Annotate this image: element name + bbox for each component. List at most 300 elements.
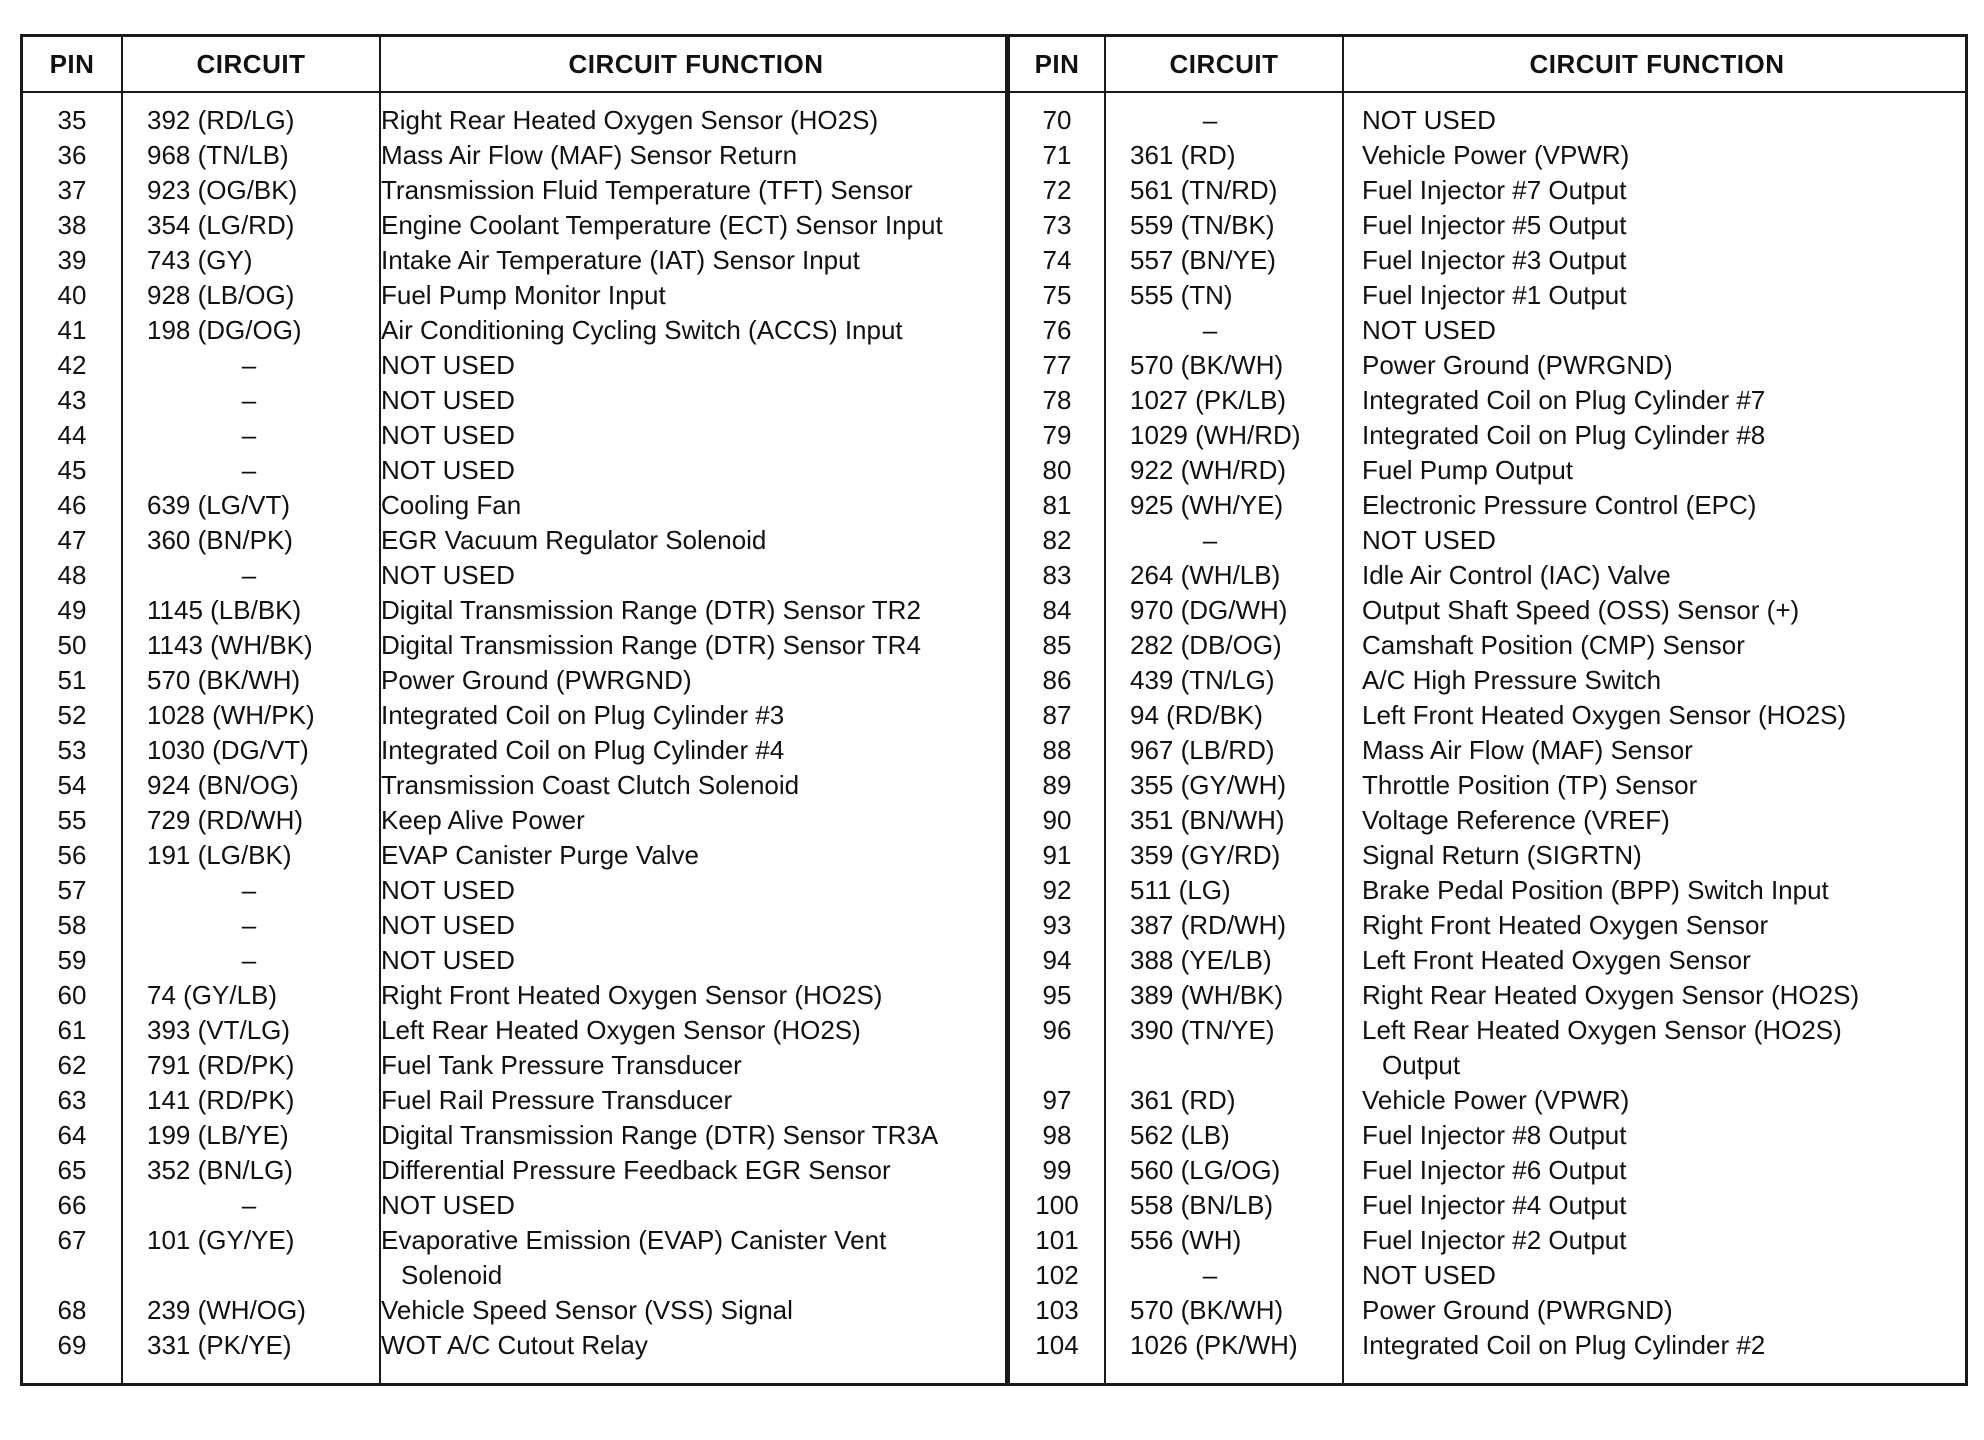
circuit-function xyxy=(1362,138,1629,173)
pin-number: 100 xyxy=(1035,1190,1079,1220)
circuit-function xyxy=(381,733,784,768)
circuit-function-text: Integrated Coil on Plug Cylinder #8 xyxy=(1362,420,1766,450)
pin-number: 89 xyxy=(1042,770,1072,800)
circuit-function xyxy=(1362,1223,1626,1258)
circuit-code: – xyxy=(1202,105,1218,135)
circuit-function-text: Throttle Position (TP) Sensor xyxy=(1362,770,1698,800)
pin-number: 54 xyxy=(57,770,87,800)
pin-number: 72 xyxy=(1042,175,1072,205)
circuit-function-text: EGR Vacuum Regulator Solenoid xyxy=(381,525,767,555)
table-row xyxy=(23,418,1005,453)
circuit-code: 389 (WH/BK) xyxy=(1130,980,1284,1010)
circuit-code: – xyxy=(241,875,257,905)
table-row xyxy=(1010,1118,1965,1153)
pin-number: 79 xyxy=(1042,420,1072,450)
pin-number: 40 xyxy=(57,280,87,310)
circuit-function-text: Left Front Heated Oxygen Sensor (HO2S) xyxy=(1362,700,1847,730)
circuit-function-text: NOT USED xyxy=(381,910,515,940)
circuit-code: 556 (WH) xyxy=(1130,1225,1242,1255)
circuit-function xyxy=(1362,1118,1626,1153)
circuit-code: 559 (TN/BK) xyxy=(1130,210,1275,240)
circuit-function xyxy=(1362,523,1496,558)
circuit-code: 331 (PK/YE) xyxy=(147,1330,292,1360)
circuit-code: 74 (GY/LB) xyxy=(147,980,278,1010)
circuit-function-text: Idle Air Control (IAC) Valve xyxy=(1362,560,1671,590)
circuit-code: 439 (TN/LG) xyxy=(1130,665,1275,695)
circuit-header: CIRCUIT xyxy=(1169,48,1279,79)
pin-number: 69 xyxy=(57,1330,87,1360)
circuit-code: 639 (LG/VT) xyxy=(147,490,291,520)
circuit-function xyxy=(381,383,515,418)
circuit-function xyxy=(381,838,699,873)
pin-number: 88 xyxy=(1042,735,1072,765)
circuit-code: 354 (LG/RD) xyxy=(147,210,295,240)
circuit-function-text: NOT USED xyxy=(381,945,515,975)
pin-number: 74 xyxy=(1042,245,1072,275)
pin-number: 90 xyxy=(1042,805,1072,835)
circuit-function xyxy=(381,208,943,243)
circuit-function xyxy=(381,1048,742,1083)
circuit-code: 743 (GY) xyxy=(147,245,253,275)
circuit-function xyxy=(1362,488,1756,523)
circuit-code: 239 (WH/OG) xyxy=(147,1295,306,1325)
pin-number: 94 xyxy=(1042,945,1072,975)
table-row xyxy=(1010,1083,1965,1118)
pin-header: PIN xyxy=(49,48,95,79)
pin-number: 92 xyxy=(1042,875,1072,905)
table-row xyxy=(1010,873,1965,908)
circuit-code: – xyxy=(241,945,257,975)
circuit-function xyxy=(381,1013,861,1048)
circuit-code: – xyxy=(241,910,257,940)
table-row xyxy=(23,558,1005,593)
circuit-function-text: Fuel Tank Pressure Transducer xyxy=(381,1050,742,1080)
circuit-code: 361 (RD) xyxy=(1130,140,1236,170)
header-divider xyxy=(23,91,1005,93)
table-row xyxy=(23,978,1005,1013)
table-row xyxy=(1010,768,1965,803)
table-row xyxy=(23,1328,1005,1363)
pin-number: 38 xyxy=(57,210,87,240)
pin-number: 50 xyxy=(57,630,87,660)
circuit-function-text: NOT USED xyxy=(1362,1260,1496,1290)
circuit-function-text: NOT USED xyxy=(381,385,515,415)
pin-number: 64 xyxy=(57,1120,87,1150)
circuit-function-text: Fuel Injector #6 Output xyxy=(1362,1155,1627,1185)
table-row xyxy=(23,1118,1005,1153)
circuit-code: 101 (GY/YE) xyxy=(147,1225,295,1255)
circuit-function-text: A/C High Pressure Switch xyxy=(1362,665,1662,695)
circuit-function-text: NOT USED xyxy=(381,350,515,380)
left-rows xyxy=(23,103,1005,1363)
circuit-code: – xyxy=(1202,315,1218,345)
table-row xyxy=(23,698,1005,733)
table-row xyxy=(1010,103,1965,138)
circuit-code: 361 (RD) xyxy=(1130,1085,1236,1115)
circuit-function xyxy=(1362,803,1670,838)
circuit-function-text: Left Rear Heated Oxygen Sensor (HO2S) xyxy=(381,1015,861,1045)
circuit-function-text: Integrated Coil on Plug Cylinder #4 xyxy=(381,735,785,765)
pin-number: 82 xyxy=(1042,525,1072,555)
circuit-function-text: Differential Pressure Feedback EGR Sensor xyxy=(381,1155,891,1185)
pin-number: 70 xyxy=(1042,105,1072,135)
circuit-code: 351 (BN/WH) xyxy=(1130,805,1285,835)
circuit-function xyxy=(381,1188,515,1223)
pin-number: 49 xyxy=(57,595,87,625)
circuit-code: 924 (BN/OG) xyxy=(147,770,299,800)
circuit-function xyxy=(381,1118,938,1153)
table-row xyxy=(1010,803,1965,838)
pin-number: 95 xyxy=(1042,980,1072,1010)
circuit-function-text: Evaporative Emission (EVAP) Canister Vent xyxy=(381,1225,887,1255)
pin-number: 59 xyxy=(57,945,87,975)
circuit-function-text: NOT USED xyxy=(381,1190,515,1220)
circuit-function-continuation: Solenoid xyxy=(401,1260,503,1290)
circuit-function-text: Transmission Coast Clutch Solenoid xyxy=(381,770,800,800)
table-row xyxy=(23,103,1005,138)
circuit-code: 141 (RD/PK) xyxy=(147,1085,295,1115)
table-row xyxy=(1010,978,1965,1013)
circuit-code: – xyxy=(241,455,257,485)
circuit-function-text: Vehicle Power (VPWR) xyxy=(1362,140,1630,170)
circuit-function-text: Engine Coolant Temperature (ECT) Sensor Input xyxy=(381,210,943,240)
pin-number: 75 xyxy=(1042,280,1072,310)
circuit-function xyxy=(1362,943,1751,978)
circuit-code: 511 (LG) xyxy=(1130,875,1231,905)
table-row xyxy=(23,173,1005,208)
circuit-function-text: Fuel Injector #7 Output xyxy=(1362,175,1627,205)
pin-number: 68 xyxy=(57,1295,87,1325)
pin-number: 93 xyxy=(1042,910,1072,940)
circuit-function xyxy=(1362,418,1765,453)
table-row xyxy=(1010,348,1965,383)
circuit-function-text: Right Rear Heated Oxygen Sensor (HO2S) xyxy=(1362,980,1860,1010)
circuit-function-text: Digital Transmission Range (DTR) Sensor TR2 xyxy=(381,595,921,625)
pin-number: 86 xyxy=(1042,665,1072,695)
pin-number: 99 xyxy=(1042,1155,1072,1185)
circuit-code: 570 (BK/WH) xyxy=(1130,350,1284,380)
table-row xyxy=(23,383,1005,418)
circuit-function-text: Fuel Pump Output xyxy=(1362,455,1573,485)
circuit-function xyxy=(1362,173,1626,208)
circuit-code: 729 (RD/WH) xyxy=(147,805,304,835)
circuit-code: 967 (LB/RD) xyxy=(1130,735,1275,765)
circuit-function xyxy=(1362,348,1673,383)
circuit-function xyxy=(381,978,882,1013)
circuit-function xyxy=(381,1223,886,1293)
circuit-code: 393 (VT/LG) xyxy=(147,1015,291,1045)
circuit-code: 558 (BN/LB) xyxy=(1130,1190,1274,1220)
circuit-function xyxy=(1362,558,1671,593)
table-row xyxy=(1010,558,1965,593)
circuit-function-text: Fuel Pump Monitor Input xyxy=(381,280,666,310)
table-row xyxy=(1010,523,1965,558)
circuit-function-text: Digital Transmission Range (DTR) Sensor TR4 xyxy=(381,630,921,660)
circuit-function-text: Integrated Coil on Plug Cylinder #7 xyxy=(1362,385,1766,415)
circuit-function-text: Power Ground (PWRGND) xyxy=(1362,350,1673,380)
pin-number: 57 xyxy=(57,875,87,905)
circuit-code: 282 (DB/OG) xyxy=(1130,630,1282,660)
circuit-function-text: Right Front Heated Oxygen Sensor xyxy=(1362,910,1769,940)
circuit-code: 191 (LG/BK) xyxy=(147,840,292,870)
table-row xyxy=(23,1293,1005,1328)
circuit-function xyxy=(1362,243,1626,278)
circuit-header: CIRCUIT xyxy=(196,48,306,79)
pin-number: 101 xyxy=(1035,1225,1079,1255)
pin-number: 98 xyxy=(1042,1120,1072,1150)
circuit-code: 355 (GY/WH) xyxy=(1130,770,1287,800)
circuit-function xyxy=(381,418,515,453)
pin-number: 55 xyxy=(57,805,87,835)
circuit-code: – xyxy=(241,350,257,380)
circuit-function xyxy=(381,348,515,383)
pin-number: 85 xyxy=(1042,630,1072,660)
circuit-function-text: Air Conditioning Cycling Switch (ACCS) Input xyxy=(381,315,903,345)
table-row xyxy=(1010,663,1965,698)
pin-number: 87 xyxy=(1042,700,1072,730)
pin-number: 71 xyxy=(1042,140,1072,170)
table-row xyxy=(23,348,1005,383)
circuit-function xyxy=(381,628,921,663)
circuit-function xyxy=(1362,1083,1629,1118)
circuit-function-text: NOT USED xyxy=(381,420,515,450)
circuit-function-text: NOT USED xyxy=(1362,105,1496,135)
circuit-function xyxy=(1362,628,1745,663)
circuit-code: 388 (YE/LB) xyxy=(1130,945,1272,975)
table-row xyxy=(23,593,1005,628)
pin-number: 67 xyxy=(57,1225,87,1255)
circuit-code: 390 (TN/YE) xyxy=(1130,1015,1275,1045)
pin-number: 36 xyxy=(57,140,87,170)
circuit-function xyxy=(1362,838,1642,873)
circuit-function-text: Left Rear Heated Oxygen Sensor (HO2S) xyxy=(1362,1015,1842,1045)
circuit-function-text: Cooling Fan xyxy=(381,490,522,520)
circuit-function xyxy=(381,453,515,488)
pin-number: 76 xyxy=(1042,315,1072,345)
pin-number: 97 xyxy=(1042,1085,1072,1115)
pin-number: 91 xyxy=(1042,840,1072,870)
pin-number: 77 xyxy=(1042,350,1072,380)
circuit-code: – xyxy=(241,385,257,415)
table-row xyxy=(1010,1328,1965,1363)
circuit-function xyxy=(381,593,921,628)
pin-number: 58 xyxy=(57,910,87,940)
circuit-code: 1028 (WH/PK) xyxy=(147,700,315,730)
table-row xyxy=(1010,943,1965,978)
pin-number: 104 xyxy=(1035,1330,1079,1360)
table-row xyxy=(1010,278,1965,313)
circuit-function-text: Left Front Heated Oxygen Sensor xyxy=(1362,945,1751,975)
circuit-function xyxy=(381,908,515,943)
circuit-code: 1145 (LB/BK) xyxy=(147,595,302,625)
circuit-function xyxy=(1362,908,1768,943)
circuit-function-text: Integrated Coil on Plug Cylinder #3 xyxy=(381,700,785,730)
circuit-function xyxy=(1362,313,1496,348)
circuit-code: 1143 (WH/BK) xyxy=(147,630,313,660)
pin-number: 47 xyxy=(57,525,87,555)
table-row xyxy=(1010,1013,1965,1083)
circuit-code: 359 (GY/RD) xyxy=(1130,840,1281,870)
right-rows xyxy=(1010,103,1965,1363)
circuit-code: 968 (TN/LB) xyxy=(147,140,289,170)
circuit-function xyxy=(381,523,766,558)
circuit-code: 923 (OG/BK) xyxy=(147,175,298,205)
pin-number: 62 xyxy=(57,1050,87,1080)
circuit-code: 392 (RD/LG) xyxy=(147,105,295,135)
table-row xyxy=(1010,453,1965,488)
table-row xyxy=(1010,243,1965,278)
circuit-function-text: NOT USED xyxy=(381,455,515,485)
circuit-function-header: CIRCUIT FUNCTION xyxy=(568,48,824,79)
table-row xyxy=(23,733,1005,768)
circuit-function xyxy=(1362,663,1661,698)
circuit-code: 1030 (DG/VT) xyxy=(147,735,309,765)
circuit-function xyxy=(1362,1328,1765,1363)
circuit-code: 922 (WH/RD) xyxy=(1130,455,1287,485)
circuit-code: 557 (BN/YE) xyxy=(1130,245,1276,275)
circuit-function xyxy=(381,488,521,523)
pin-number: 60 xyxy=(57,980,87,1010)
circuit-function xyxy=(381,173,913,208)
pin-number: 81 xyxy=(1042,490,1072,520)
table-row xyxy=(23,1188,1005,1223)
circuit-code: 94 (RD/BK) xyxy=(1130,700,1263,730)
pin-header: PIN xyxy=(1034,48,1080,79)
pin-number: 44 xyxy=(57,420,87,450)
table-row xyxy=(23,243,1005,278)
table-row xyxy=(1010,138,1965,173)
table-row xyxy=(23,768,1005,803)
table-row xyxy=(23,1083,1005,1118)
circuit-function xyxy=(381,663,692,698)
table-row xyxy=(23,453,1005,488)
table-row xyxy=(1010,1223,1965,1258)
table-row xyxy=(23,313,1005,348)
table-row xyxy=(1010,488,1965,523)
circuit-function xyxy=(381,768,799,803)
table-row xyxy=(23,1223,1005,1293)
circuit-code: – xyxy=(1202,525,1218,555)
pin-number: 45 xyxy=(57,455,87,485)
header-divider xyxy=(1010,91,1965,93)
circuit-function-text: Brake Pedal Position (BPP) Switch Input xyxy=(1362,875,1829,905)
circuit-code: – xyxy=(241,1190,257,1220)
circuit-function-text: Vehicle Power (VPWR) xyxy=(1362,1085,1630,1115)
circuit-code: 570 (BK/WH) xyxy=(147,665,301,695)
circuit-function xyxy=(381,138,797,173)
circuit-function xyxy=(1362,103,1496,138)
pin-number: 56 xyxy=(57,840,87,870)
circuit-function xyxy=(381,278,666,313)
circuit-function-text: NOT USED xyxy=(381,560,515,590)
circuit-code: 360 (BN/PK) xyxy=(147,525,293,555)
table-row xyxy=(23,488,1005,523)
circuit-function-text: Power Ground (PWRGND) xyxy=(381,665,692,695)
table-row xyxy=(1010,418,1965,453)
circuit-function xyxy=(1362,1153,1626,1188)
circuit-code: 561 (TN/RD) xyxy=(1130,175,1278,205)
pin-number: 83 xyxy=(1042,560,1072,590)
table-row xyxy=(1010,313,1965,348)
circuit-code: – xyxy=(1202,1260,1218,1290)
circuit-code: 570 (BK/WH) xyxy=(1130,1295,1284,1325)
table-row xyxy=(1010,1153,1965,1188)
pin-number: 73 xyxy=(1042,210,1072,240)
table-row xyxy=(1010,593,1965,628)
circuit-code: 970 (DG/WH) xyxy=(1130,595,1288,625)
table-row xyxy=(23,663,1005,698)
table-row xyxy=(1010,1293,1965,1328)
circuit-code: 555 (TN) xyxy=(1130,280,1233,310)
circuit-function xyxy=(381,313,903,348)
circuit-code: 928 (LB/OG) xyxy=(147,280,295,310)
table-row xyxy=(23,523,1005,558)
pin-number: 37 xyxy=(57,175,87,205)
circuit-function xyxy=(381,1153,891,1188)
circuit-function xyxy=(381,698,784,733)
circuit-function-text: Fuel Rail Pressure Transducer xyxy=(381,1085,733,1115)
pin-number: 63 xyxy=(57,1085,87,1115)
table-row xyxy=(1010,733,1965,768)
pin-number: 43 xyxy=(57,385,87,415)
left-pin-table xyxy=(20,34,1008,1386)
circuit-function-text: WOT A/C Cutout Relay xyxy=(381,1330,648,1360)
circuit-function-text: Right Rear Heated Oxygen Sensor (HO2S) xyxy=(381,105,879,135)
table-row xyxy=(23,208,1005,243)
circuit-function xyxy=(381,943,515,978)
pin-number: 35 xyxy=(57,105,87,135)
circuit-code: – xyxy=(241,560,257,590)
circuit-function xyxy=(381,103,878,138)
pin-number: 53 xyxy=(57,735,87,765)
circuit-function-continuation: Output xyxy=(1382,1050,1461,1080)
circuit-function-text: Fuel Injector #3 Output xyxy=(1362,245,1627,275)
circuit-code: – xyxy=(241,420,257,450)
circuit-function-text: Output Shaft Speed (OSS) Sensor (+) xyxy=(1362,595,1800,625)
pin-number: 96 xyxy=(1042,1015,1072,1045)
circuit-function xyxy=(1362,208,1626,243)
circuit-function-text: Fuel Injector #1 Output xyxy=(1362,280,1627,310)
circuit-function-text: Transmission Fluid Temperature (TFT) Sensor xyxy=(381,175,913,205)
table-row xyxy=(23,803,1005,838)
circuit-code: 199 (LB/YE) xyxy=(147,1120,289,1150)
circuit-function-text: NOT USED xyxy=(1362,525,1496,555)
circuit-code: 925 (WH/YE) xyxy=(1130,490,1284,520)
circuit-code: 791 (RD/PK) xyxy=(147,1050,295,1080)
circuit-function-text: Fuel Injector #5 Output xyxy=(1362,210,1627,240)
circuit-function xyxy=(1362,1258,1496,1293)
table-row xyxy=(23,278,1005,313)
table-row xyxy=(23,838,1005,873)
circuit-function-text: Intake Air Temperature (IAT) Sensor Input xyxy=(381,245,860,275)
circuit-function xyxy=(381,1293,793,1328)
circuit-function xyxy=(1362,698,1846,733)
pin-number: 66 xyxy=(57,1190,87,1220)
table-row xyxy=(23,628,1005,663)
pin-number: 48 xyxy=(57,560,87,590)
circuit-code: 352 (BN/LG) xyxy=(147,1155,293,1185)
table-row xyxy=(23,943,1005,978)
circuit-function xyxy=(1362,873,1829,908)
pin-number: 52 xyxy=(57,700,87,730)
circuit-function-text: EVAP Canister Purge Valve xyxy=(381,840,699,870)
circuit-function xyxy=(1362,1188,1626,1223)
circuit-function-text: NOT USED xyxy=(1362,315,1496,345)
circuit-code: 387 (RD/WH) xyxy=(1130,910,1287,940)
circuit-code: 562 (LB) xyxy=(1130,1120,1230,1150)
circuit-code: 198 (DG/OG) xyxy=(147,315,302,345)
pin-number: 103 xyxy=(1035,1295,1079,1325)
